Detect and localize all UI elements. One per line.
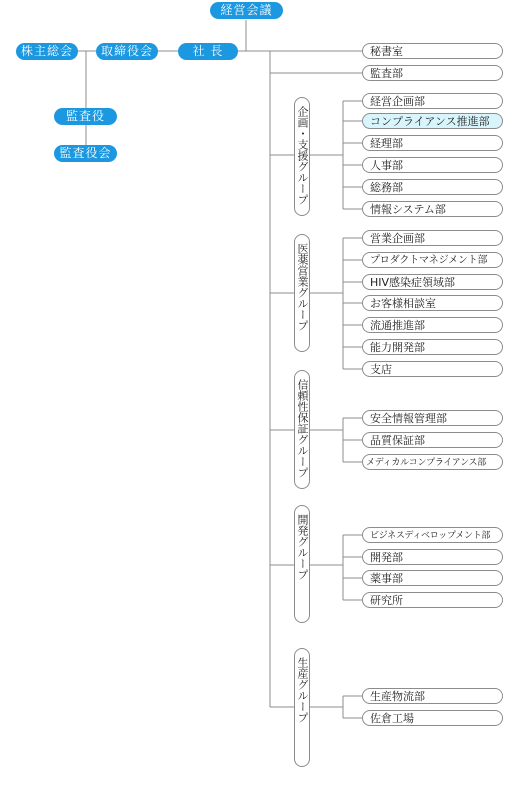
dept-product-management: プロダクトマネジメント部 — [362, 252, 503, 268]
dept-general-affairs: 総務部 — [362, 179, 503, 195]
group-planning-support-label: 企画・支援グループ — [296, 106, 309, 205]
dept-research-laboratory: 研究所 — [362, 592, 503, 608]
dept-sakura-plant: 佐倉工場 — [362, 710, 503, 726]
dept-safety-information: 安全情報管理部 — [362, 410, 503, 426]
dept-compliance-promotion: コンプライアンス推進部 — [362, 113, 503, 129]
dept-hiv-infectious-disease: HIV感染症領域部 — [362, 274, 503, 290]
connector-lines — [78, 20, 362, 718]
dept-capability-development: 能力開発部 — [362, 339, 503, 355]
group-pharma-sales-label: 医薬営業グループ — [296, 243, 309, 331]
board-of-directors-box: 取締役会 — [96, 43, 158, 60]
dept-development: 開発部 — [362, 549, 503, 565]
board-meeting-box: 経営会議 — [210, 2, 283, 19]
group-reliability-assurance-label: 信頼性保証グループ — [296, 379, 309, 478]
dept-branch-offices: 支店 — [362, 361, 503, 377]
dept-customer-consultation: お客様相談室 — [362, 295, 503, 311]
dept-production-logistics: 生産物流部 — [362, 688, 503, 704]
dept-secretariat: 秘書室 — [362, 43, 503, 59]
dept-regulatory-affairs: 薬事部 — [362, 570, 503, 586]
group-production — [294, 648, 310, 767]
dept-distribution-promotion: 流通推進部 — [362, 317, 503, 333]
dept-accounting: 経理部 — [362, 135, 503, 151]
president-box: 社 長 — [178, 43, 238, 60]
dept-business-development: ビジネスディベロップメント部 — [362, 527, 503, 543]
dept-medical-compliance: メディカルコンプライアンス部 — [362, 454, 503, 470]
dept-sales-planning: 営業企画部 — [362, 230, 503, 246]
group-development — [294, 505, 310, 623]
dept-audit: 監査部 — [362, 65, 503, 81]
dept-corporate-planning: 経営企画部 — [362, 93, 503, 109]
dept-quality-assurance: 品質保証部 — [362, 432, 503, 448]
group-production-label: 生産グループ — [296, 657, 309, 723]
group-planning-support — [294, 97, 310, 216]
dept-human-resources: 人事部 — [362, 157, 503, 173]
shareholders-meeting-box: 株主総会 — [16, 43, 78, 60]
dept-information-systems: 情報システム部 — [362, 201, 503, 217]
group-pharma-sales — [294, 234, 310, 352]
auditor-box: 監査役 — [54, 108, 117, 125]
group-reliability-assurance — [294, 370, 310, 489]
group-development-label: 開発グループ — [296, 514, 309, 580]
board-of-auditors-box: 監査役会 — [54, 145, 117, 162]
